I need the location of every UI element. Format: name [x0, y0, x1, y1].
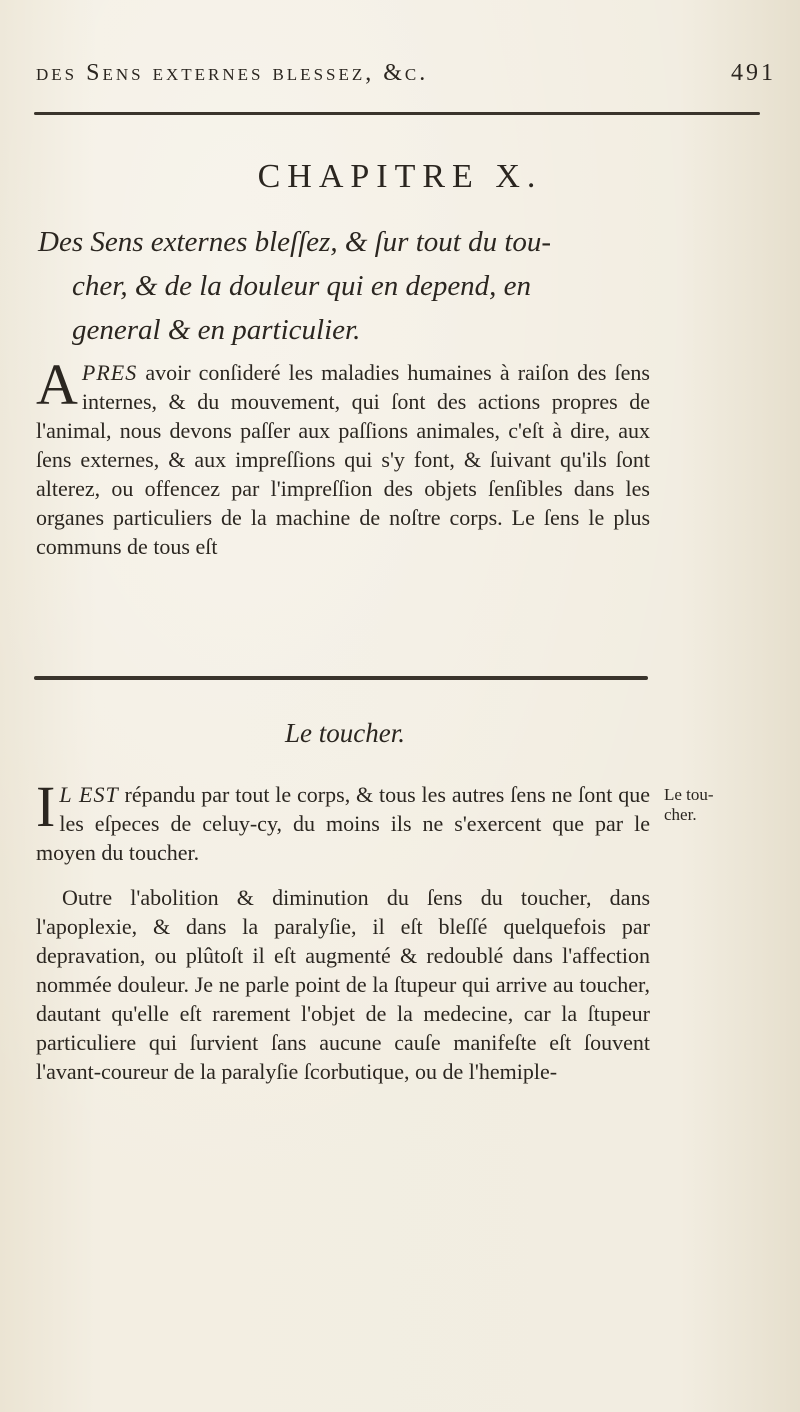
lead-word: L EST — [59, 782, 119, 807]
section-rule — [34, 676, 648, 680]
drop-cap: A — [36, 352, 78, 417]
lead-word: PRES — [81, 360, 138, 385]
paragraph-text: avoir conſideré les maladies humaines à raiſon des ſens internes, & du mouvement, qui ſont des actions propres de l'animal, nous devons paſſer aux paſſions animales, c'eſt à dire, aux ſens externes, & aux impreſſions qui s'y font, & ſuivant qu'ils ſont alterez, ou offencez par l'impreſſion des objets ſenſibles dans les organes particuliers de la machine de noſtre corps. Le ſens le plus communs de tous eſt — [36, 360, 650, 559]
drop-cap: I — [36, 774, 56, 839]
subtitle-line-3: general & en particulier. — [72, 314, 361, 346]
paragraph-intro — [36, 352, 650, 561]
paragraph-toucher — [36, 774, 650, 867]
page-number: 491 — [731, 60, 776, 86]
paragraph-text: répandu par tout le corps, & tous les autres ſens ne ſont que les eſpeces de celuy-cy, du moins ils ne s'exercent que par le moyen du toucher. — [36, 782, 650, 865]
subtitle-line-1: Des Sens externes bleſſez, & ſur tout du tou- — [38, 226, 552, 258]
section-title: Le toucher. — [285, 718, 405, 748]
top-rule — [34, 112, 760, 115]
running-head-title: des Sens externes blessez, &c. — [36, 60, 429, 86]
subtitle-line-2: cher, & de la douleur qui en depend, en — [72, 270, 532, 302]
paragraph-outre: Outre l'abolition & diminution du ſens du toucher, dans l'apoplexie, & dans la paralyſie, il eſt bleſſé quelquefois par depravation, ou plûtoſt il eſt augmenté & redoublé dans l'affection nommée douleur. Je ne parle point de la ſtupeur qui arrive au toucher, dautant qu'elle eſt rarement l'objet de la medecine, car la ſtupeur particuliere qui ſurvient ſans aucune cauſe manifeſte eſt ſouvent l'avant-coureur de la paralyſie ſcorbutique, ou de l'hemiple- — [36, 885, 650, 1084]
chapter-heading: CHAPITRE X. — [257, 158, 543, 195]
chapter-subtitle — [38, 220, 678, 352]
margin-note: Le tou-cher. — [664, 785, 714, 824]
running-head — [36, 60, 776, 87]
